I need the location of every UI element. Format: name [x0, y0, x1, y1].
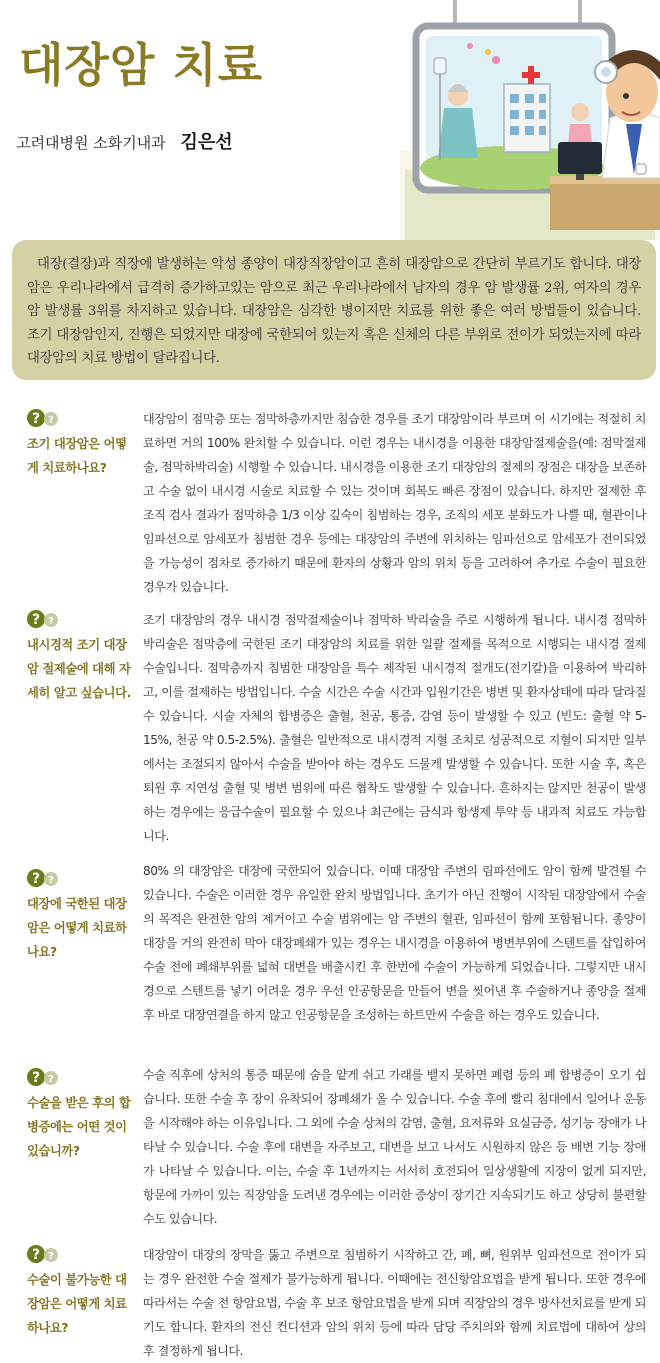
question-text: 대장에 국한된 대장암은 어떻게 치료하나요?	[27, 897, 127, 959]
svg-text:?: ?	[48, 1074, 54, 1085]
question-block	[27, 407, 133, 480]
question-text: 수술을 받은 후의 합병증에는 어떤 것이 있습니까?	[27, 1096, 131, 1158]
question-mark-icon	[27, 608, 59, 630]
svg-text:?: ?	[48, 875, 54, 886]
svg-text:?: ?	[31, 1070, 41, 1086]
svg-text:?: ?	[31, 411, 41, 427]
page-title: 대장암 치료	[19, 38, 264, 92]
svg-text:?: ?	[31, 871, 41, 887]
answer-text: 수술 직후에 상처의 통증 때문에 숨을 얕게 쉬고 가래를 뱉지 못하면 폐렴 등의 폐 합병증이 오기 쉽습니다. 또한 수술 후 장이 유착되어 장폐쇄가 올 수 있습니다. 수술 후에 빨리 침대에서 일어나 운동을 시작해야 하는 이유입니다. 그 외에 수술 상처의 감염, 출혈, 요저류와 요실금증, 성기능 장애가 나타날 수 있습니다. 수술 후에 대변을 자주보고, 대변을 보고 나서도 시원하지 않은 등 배변 기능 장애가 나타날 수 있습니다. 이는, 수술 후 1년까지는 서서히 호전되어 일상생활에 지장이 없게 되지만, 항문에 가까이 있는 직장암을 도려낸 경우에는 이러한 증상이 장기간 지속되기도 하고 상당히 불편할 수도 있습니다.	[143, 1068, 646, 1226]
question-text: 조기 대장암은 어떻게 치료하나요?	[27, 437, 127, 475]
affiliation: 고려대병원 소화기내과	[16, 134, 166, 152]
svg-text:?: ?	[48, 415, 54, 426]
answer-text: 80% 의 대장암은 대장에 국한되어 있습니다. 이때 대장암 주변의 림파선에도 암이 함께 발견될 수 있습니다. 수술은 이러한 경우 유일한 완치 방법입니다. 초기가 아닌 진행이 시작된 대장암에서 수술의 목적은 완전한 암의 제거이고 수술 범위에는 암 주변의 혈관, 임파선이 함께 포함됩니다. 종양이 대장을 거의 완전히 막아 대장폐쇄가 있는 경우는 내시경을 이용하여 병변부위에 스텐트를 삽입하여 수술 전에 폐쇄부위를 넓혀 대변을 배출시킨 후 한번에 수술이 가능하게 되었습니다. 그렇지만 내시경으로 스텐트를 넣기 어려운 경우 우선 인공항문을 만들어 변을 씻어낸 후 수술하거나 종양을 절제 후 바로 대장연결을 하지 않고 인공항문을 조성하는 하트만씨 수술을 하는 경우도 있습니다.	[143, 864, 646, 1022]
question-text: 내시경적 조기 대장암 절제술에 대해 자세히 알고 싶습니다.	[27, 638, 131, 700]
answer-text: 대장암이 대장의 장막을 뚫고 주변으로 침범하기 시작하고 간, 폐, 뼈, 원위부 임파선으로 전이가 되는 경우 완전한 수술 절제가 불가능하게 됩니다. 이때에는 전신항암요법을 받게 됩니다. 또한 경우에 따라서는 수술 전 항암요법, 수술 후 보조 항암요법을 받게 되며 직장암의 경우 방사선치료를 받게 되기도 합니다. 환자의 전신 컨디션과 암의 위치 등에 따라 담당 주치의와 함께 치료법에 대하여 상의 후 결정하게 됩니다.	[143, 1248, 646, 1358]
svg-text:?: ?	[48, 616, 54, 627]
intro-box: 대장(결장)과 직장에 발생하는 악성 종양이 대장직장암이고 흔히 대장암으로 간단히 부르기도 합니다. 대장암은 우리나라에서 급격히 증가하고있는 암으로 최근 우리나라에서 남자의 경우 암 발생률 2위, 여자의 경우 암 발생률 3위를 차지하고 있습니다. 대장암은 심각한 병이지만 치료를 위한 좋은 여러 방법들이 있습니다. 조기 대장암인지, 진행은 되었지만 대장에 국한되어 있는지 혹은 신체의 다른 부위로 전이가 되었는지에 따라 대장암의 치료 방법이 달라집니다.	[12, 240, 656, 380]
svg-text:?: ?	[31, 1247, 41, 1263]
question-block	[27, 1066, 133, 1163]
answer-text: 대장암이 점막층 또는 점막하층까지만 침습한 경우를 조기 대장암이라 부르며 이 시기에는 적절히 치료하면 거의 100% 완치할 수 있습니다. 이런 경우는 내시경을 이용한 대장암절제술을(예: 점막절제술, 점막하박리술) 시행할 수 있습니다. 내시경을 이용한 조기 대장암의 절제의 장점은 대장을 보존하고 수술 없이 내시경 시술로 치료할 수 있는 것이며 회복도 빠른 장점이 있습니다. 하지만 절제한 후 조직 검사 결과가 점막하층 1/3 이상 깊숙이 침범하는 경우, 조직의 세포 분화도가 나쁠 때, 혈관이나 임파선으로 암세포가 침범한 경우 등에는 대장암의 주변에 위치하는 임파선으로 암세포가 전이되었을 가능성이 점차로 증가하기 때문에 환자의 상황과 암의 위치 등을 고려하여 추가로 수술이 필요한 경우가 있습니다.	[143, 412, 646, 594]
answer-text: 조기 대장암의 경우 내시경 점막절제술이나 점막하 박리술을 주로 시행하게 됩니다. 내시경 점막하 박리술은 점막층에 국한된 조기 대장암의 치료를 위한 일괄 절제를 목적으로 시행되는 내시경 절제 수술입니다. 점막층까지 침범한 대장암을 특수 제작된 내시경적 절개도(전기칼)을 이용하여 박리하고, 이를 절제하는 방법입니다. 수술 시간은 수술 시간과 입원기간은 병변 및 환자상태에 따라 달라질 수 있습니다. 시술 자체의 합병증은 출혈, 천공, 통증, 감염 등이 발생할 수 있고 (빈도: 출혈 약 5-15%, 천공 약 0.5-2.5%). 출혈은 일반적으로 내시경적 지혈 조치로 성공적으로 지혈이 되지만 일부에서는 조절되지 않아서 수술을 받아야 하는 경우도 드물게 발생할 수 있습니다. 또한 시술 후, 혹은 퇴원 후 지연성 출혈 및 병변 범위에 따른 협착도 발생할 수 있습니다. 흔하지는 않지만 천공이 발생하는 경우에는 응급수술이 필요할 수 있으나 최근에는 금식과 항생제 투약 등 내과적 치료도 가능합니다.	[143, 613, 646, 843]
doctor-hospital-illustration	[400, 0, 660, 240]
svg-text:?: ?	[31, 612, 41, 628]
author-name: 김은선	[180, 132, 233, 153]
question-mark-icon	[27, 867, 59, 889]
question-mark-icon	[27, 407, 59, 429]
question-block	[27, 867, 133, 964]
byline	[16, 128, 233, 154]
question-block	[27, 608, 133, 705]
question-block	[27, 1243, 133, 1340]
svg-text:?: ?	[48, 1251, 54, 1262]
question-text: 수술이 불가능한 대장암은 어떻게 치료하나요?	[27, 1273, 127, 1335]
question-mark-icon	[27, 1243, 59, 1265]
question-mark-icon	[27, 1066, 59, 1088]
